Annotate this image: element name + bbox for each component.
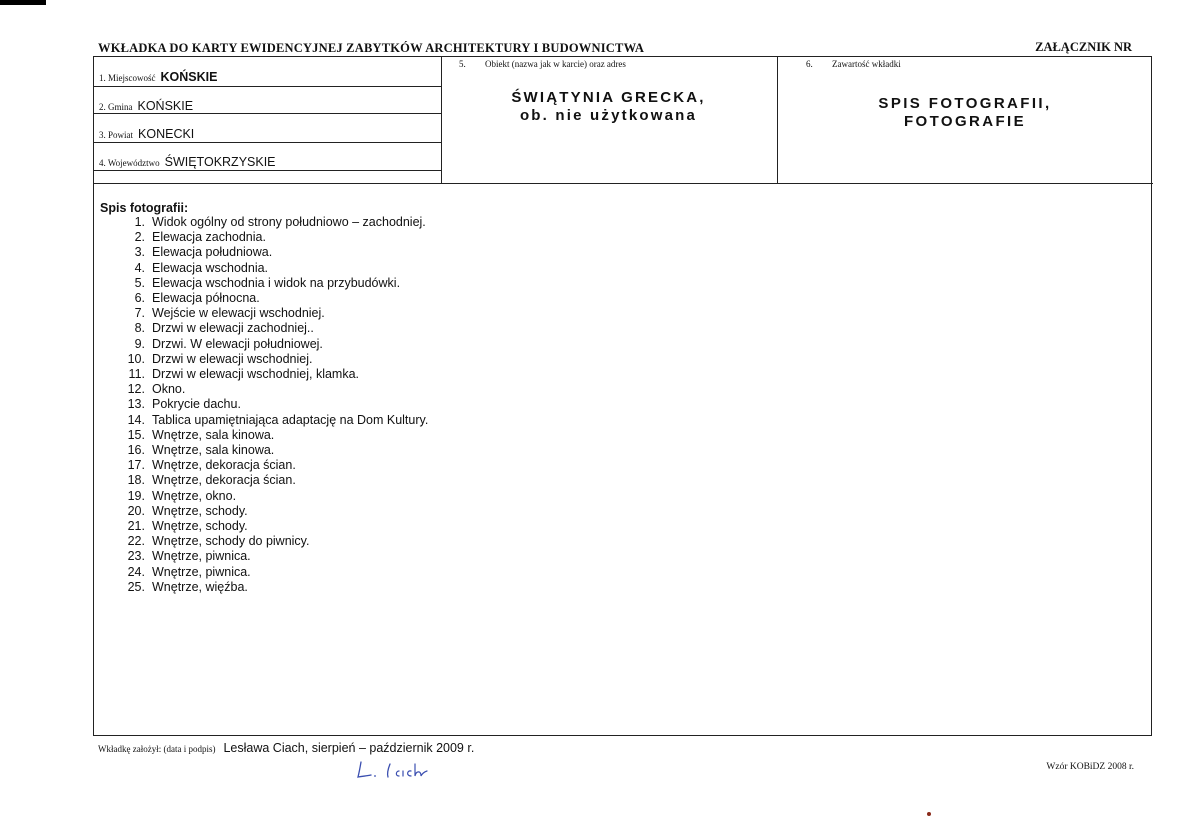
object-name [441,89,776,125]
photo-item-number: 14. [127,412,145,427]
photo-list-item [116,337,428,352]
divider [94,183,1153,184]
photo-item-number: 13. [127,397,145,412]
photo-item-text: Wnętrze, schody do piwnicy. [152,534,310,549]
photo-item-text: Wnętrze, schody. [152,503,248,518]
photo-list-item [116,367,428,382]
locality-field [99,70,217,84]
photo-item-number: 24. [127,564,145,579]
form-frame [93,56,1152,736]
photo-item-number: 2. [134,230,145,245]
photo-item-number: 8. [134,321,145,336]
photo-item-text: Tablica upamiętniająca adaptację na Dom Kultury. [152,412,429,427]
photo-item-number: 25. [127,579,145,594]
commune-label: 2. Gmina [99,102,133,112]
photo-item-text: Wnętrze, piwnica. [152,549,251,564]
photo-item-text: Elewacja wschodnia. [152,260,269,275]
created-by-label: Wkładkę założył: (data i podpis) [98,744,216,754]
photo-item-number: 5. [134,275,145,290]
photo-list-item [116,413,428,428]
divider [94,142,441,143]
locality-label: 1. Miejscowość [99,73,156,83]
photo-item-number: 15. [127,427,145,442]
photo-item-number: 23. [127,549,145,564]
photo-item-number: 11. [128,367,145,382]
contents-number: 6. [806,59,813,69]
object-name-line1: ŚWIĄTYNIA GRECKA, [511,89,706,106]
scan-corner-mark [0,0,46,5]
handwritten-signature [355,758,445,782]
divider [94,170,441,171]
county-value: KONECKI [138,127,195,141]
photo-item-number: 12. [127,382,145,397]
photo-item-text: Wnętrze, piwnica. [152,564,251,579]
photo-list-item [116,549,428,564]
object-number: 5. [459,59,466,69]
photo-item-number: 4. [134,260,145,275]
photo-list-item [116,458,428,473]
photo-list-item [116,489,428,504]
photo-list [116,215,428,595]
photo-list-item [116,352,428,367]
photo-item-text: Wejście w elewacji wschodniej. [152,306,325,321]
created-by-value: Lesława Ciach, sierpień – październik 2009 r. [223,741,475,755]
photo-list-title: Spis fotografii: [100,201,189,215]
photo-list-item [116,580,428,595]
photo-list-item [116,397,428,412]
photo-list-item [116,504,428,519]
photo-item-number: 20. [127,503,145,518]
photo-list-item [116,473,428,488]
photo-item-text: Drzwi w elewacji wschodniej, klamka. [152,367,360,382]
photo-item-text: Elewacja zachodnia. [152,230,266,245]
photo-item-text: Drzwi. W elewacji południowej. [152,336,323,351]
photo-list-item [116,306,428,321]
photo-list-item [116,245,428,260]
photo-item-text: Wnętrze, okno. [152,488,237,503]
contents-label: Zawartość wkładki [832,59,901,69]
photo-list-item [116,534,428,549]
photo-item-text: Drzwi w elewacji wschodniej. [152,351,313,366]
template-note: Wzór KOBiDZ 2008 r. [1046,762,1134,772]
photo-list-item [116,443,428,458]
locality-value: KOŃSKIE [160,70,218,84]
scan-artifact-dot [927,812,931,816]
photo-item-text: Wnętrze, sala kinowa. [152,427,275,442]
object-heading [459,59,626,69]
divider [94,113,441,114]
photo-item-text: Wnętrze, sala kinowa. [152,443,275,458]
voivodeship-label: 4. Województwo [99,158,160,168]
contents-line2: FOTOGRAFIE [903,113,1027,130]
voivodeship-value: ŚWIĘTOKRZYSKIE [164,155,276,169]
photo-item-number: 19. [127,488,145,503]
photo-list-item [116,321,428,336]
photo-item-number: 6. [134,291,145,306]
photo-item-text: Elewacja wschodnia i widok na przybudówki. [152,275,401,290]
photo-item-text: Drzwi w elewacji zachodniej.. [152,321,314,336]
photo-item-text: Elewacja południowa. [152,245,273,260]
photo-list-item [116,276,428,291]
photo-list-item [116,382,428,397]
photo-item-number: 10. [127,351,145,366]
photo-item-number: 17. [127,458,145,473]
photo-list-item [116,428,428,443]
attachment-number-label: ZAŁĄCZNIK NR [1035,40,1132,54]
photo-item-number: 7. [134,306,145,321]
photo-list-item [116,261,428,276]
contents-line1: SPIS FOTOGRAFII, [878,95,1052,112]
divider [94,86,441,87]
voivodeship-field [99,155,276,169]
footer-created-by [98,741,474,755]
form-title: WKŁADKA DO KARTY EWIDENCYJNEJ ZABYTKÓW ARCHITEKTURY I BUDOWNICTWA [98,41,645,55]
object-label: Obiekt (nazwa jak w karcie) oraz adres [485,59,626,69]
object-name-line2: ob. nie użytkowana [519,107,698,124]
photo-item-text: Wnętrze, dekoracja ścian. [152,458,296,473]
photo-item-number: 16. [127,443,145,458]
photo-item-number: 3. [134,245,145,260]
county-label: 3. Powiat [99,130,134,140]
county-field [99,127,194,141]
photo-list-item [116,565,428,580]
photo-item-number: 18. [127,473,145,488]
photo-list-item [116,215,428,230]
commune-field [99,99,193,113]
photo-item-text: Wnętrze, dekoracja ścian. [152,473,296,488]
contents-value [777,95,1153,131]
photo-list-item [116,230,428,245]
photo-item-number: 1. [134,215,145,229]
photo-item-text: Widok ogólny od strony południowo – zachodniej. [152,215,426,229]
photo-list-item [116,291,428,306]
photo-item-text: Elewacja północna. [152,291,260,306]
photo-item-text: Wnętrze, schody. [152,519,248,534]
commune-value: KOŃSKIE [137,99,194,113]
photo-item-number: 22. [127,534,145,549]
photo-item-text: Okno. [152,382,186,397]
photo-item-number: 9. [134,336,145,351]
contents-heading [806,59,901,69]
photo-item-text: Wnętrze, więźba. [152,579,248,594]
photo-list-item [116,519,428,534]
photo-item-number: 21. [127,519,145,534]
photo-item-text: Pokrycie dachu. [152,397,241,412]
